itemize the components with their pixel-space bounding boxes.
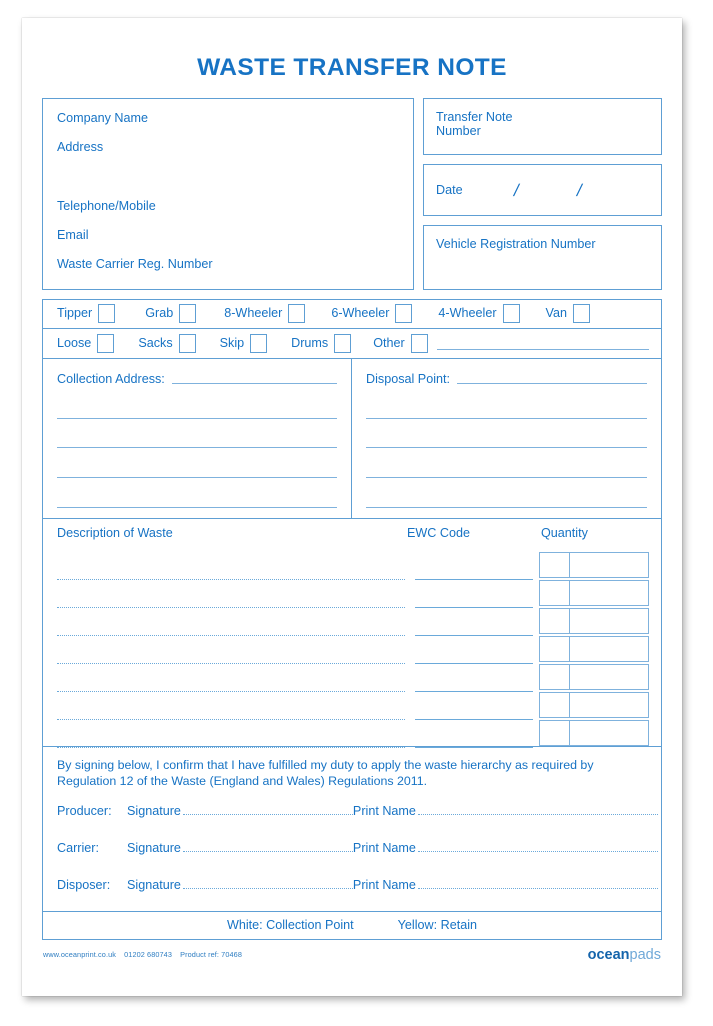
date-label: Date xyxy=(436,182,463,197)
date-separator-1: / xyxy=(511,180,521,200)
quantity-value-field[interactable] xyxy=(570,553,648,577)
disposal-point-line-2[interactable] xyxy=(366,424,647,449)
signature-word-label: Signature xyxy=(127,803,181,818)
disposal-point-line-3[interactable] xyxy=(366,453,647,478)
vehicle-option-6-wheeler[interactable] xyxy=(331,304,412,323)
producer-details-box[interactable] xyxy=(42,98,414,290)
transfer-note-number-box[interactable] xyxy=(423,98,662,155)
copy-white-label: White: Collection Point xyxy=(226,917,354,932)
vehicle-option-tipper[interactable] xyxy=(57,304,115,323)
disposal-point-column[interactable] xyxy=(352,359,661,518)
quantity-unit-field[interactable] xyxy=(540,609,570,633)
quantity-unit-field[interactable] xyxy=(540,693,570,717)
print-name-input-line[interactable] xyxy=(418,842,658,852)
vehicle-option-label: 8-Wheeler xyxy=(224,306,283,321)
waste-table-body xyxy=(43,552,661,748)
email-label: Email xyxy=(57,227,89,242)
collection-address-line-1[interactable] xyxy=(57,394,337,419)
footer-website: www.oceanprint.co.uk xyxy=(43,950,116,960)
footer-print-info xyxy=(43,950,248,959)
print-name-word-label: Print Name xyxy=(352,877,416,892)
quantity-column xyxy=(539,552,649,748)
header-section xyxy=(42,98,662,290)
container-option-label: Drums xyxy=(291,335,329,350)
oceanpads-logo xyxy=(588,948,661,963)
waste-description-input-line[interactable] xyxy=(57,614,405,636)
checkbox[interactable] xyxy=(98,304,115,323)
signature-role-label: Disposer: xyxy=(57,877,111,892)
container-option-other[interactable] xyxy=(373,334,428,353)
page-title: WASTE TRANSFER NOTE xyxy=(197,54,507,81)
vehicle-option-label: Grab xyxy=(145,306,174,321)
signature-row xyxy=(57,804,648,841)
column-header-description: Description of Waste xyxy=(57,525,173,540)
vehicle-option-label: Van xyxy=(545,306,567,321)
quantity-cell[interactable] xyxy=(539,552,649,578)
print-name-field-group[interactable] xyxy=(353,804,658,818)
signature-field-group[interactable] xyxy=(127,841,353,855)
brand-text-ocean: ocean xyxy=(587,946,630,963)
waste-description-input-line[interactable] xyxy=(57,558,405,580)
column-header-quantity: Quantity xyxy=(541,525,588,540)
copy-distribution-row xyxy=(42,912,662,940)
signature-row xyxy=(57,878,648,915)
signature-role-label: Carrier: xyxy=(57,840,99,855)
copy-yellow-label: Yellow: Retain xyxy=(397,917,478,932)
waste-description-input-line[interactable] xyxy=(57,698,405,720)
vehicle-option-8-wheeler[interactable] xyxy=(224,304,305,323)
ewc-code-input-line[interactable] xyxy=(415,642,533,664)
transfer-note-number-label-line2: Number xyxy=(436,123,481,138)
collection-address-label: Collection Address: xyxy=(57,371,165,386)
quantity-value-field[interactable] xyxy=(570,665,648,689)
footer-product-ref: Product ref: 70468 xyxy=(180,950,242,960)
quantity-value-field[interactable] xyxy=(570,609,648,633)
signature-word-label: Signature xyxy=(127,840,181,855)
quantity-unit-field[interactable] xyxy=(540,581,570,605)
transfer-meta-column xyxy=(423,98,662,290)
signature-row xyxy=(57,841,648,878)
declaration-section xyxy=(42,747,662,912)
quantity-cell[interactable] xyxy=(539,608,649,634)
waste-description-input-line[interactable] xyxy=(57,670,405,692)
vehicle-option-label: 6-Wheeler xyxy=(331,306,390,321)
signature-input-line[interactable] xyxy=(183,879,353,889)
ewc-code-input-line[interactable] xyxy=(415,698,533,720)
ewc-code-input-line[interactable] xyxy=(415,614,533,636)
print-name-input-line[interactable] xyxy=(418,879,658,889)
quantity-cell[interactable] xyxy=(539,692,649,718)
vehicle-option-grab[interactable] xyxy=(145,304,196,323)
waste-table-header xyxy=(43,519,661,552)
date-separator-2: / xyxy=(574,180,584,200)
waste-description-input-line[interactable] xyxy=(57,586,405,608)
footer xyxy=(42,948,662,963)
container-option-label: Other xyxy=(373,335,405,350)
signature-input-line[interactable] xyxy=(183,842,353,852)
disposal-point-line-1[interactable] xyxy=(366,394,647,419)
print-name-field-group[interactable] xyxy=(353,841,658,855)
container-option-label: Sacks xyxy=(138,335,173,350)
disposal-point-line-4[interactable] xyxy=(366,483,647,508)
quantity-cell[interactable] xyxy=(539,664,649,690)
quantity-unit-field[interactable] xyxy=(540,721,570,745)
vehicle-option-4-wheeler[interactable] xyxy=(438,304,519,323)
collection-address-line-2[interactable] xyxy=(57,424,337,449)
disposal-point-line-0[interactable] xyxy=(457,383,647,384)
print-name-word-label: Print Name xyxy=(352,803,416,818)
waste-carrier-reg-label: Waste Carrier Reg. Number xyxy=(57,256,213,271)
container-type-row xyxy=(42,329,662,359)
container-option-skip[interactable] xyxy=(220,334,268,353)
form-sheet xyxy=(22,18,682,996)
checkbox[interactable] xyxy=(334,334,351,353)
waste-description-input-line[interactable] xyxy=(57,642,405,664)
container-option-loose[interactable] xyxy=(57,334,114,353)
collection-address-line-3[interactable] xyxy=(57,453,337,478)
vehicle-option-van[interactable] xyxy=(546,304,590,323)
container-option-drums[interactable] xyxy=(291,334,351,353)
waste-description-input-line[interactable] xyxy=(57,726,405,748)
quantity-cell[interactable] xyxy=(539,580,649,606)
signature-role-label: Producer: xyxy=(57,803,112,818)
checkbox[interactable] xyxy=(395,304,412,323)
waste-table xyxy=(42,519,662,747)
checkbox[interactable] xyxy=(411,334,428,353)
ewc-code-input-line[interactable] xyxy=(415,558,533,580)
print-name-input-line[interactable] xyxy=(418,805,658,815)
vehicle-option-label: 4-Wheeler xyxy=(438,306,497,321)
ewc-code-input-line[interactable] xyxy=(415,670,533,692)
quantity-value-field[interactable] xyxy=(570,693,648,717)
checkbox[interactable] xyxy=(97,334,114,353)
quantity-unit-field[interactable] xyxy=(540,637,570,661)
brand-text-pads: pads xyxy=(629,946,661,963)
vehicle-registration-box[interactable] xyxy=(423,225,662,290)
locations-section xyxy=(42,359,662,519)
collection-address-line-4[interactable] xyxy=(57,483,337,508)
checkbox[interactable] xyxy=(288,304,305,323)
signature-field-group[interactable] xyxy=(127,878,353,892)
disposal-point-label: Disposal Point: xyxy=(366,371,450,386)
footer-phone: 01202 680743 xyxy=(124,950,172,960)
telephone-label: Telephone/Mobile xyxy=(57,198,156,213)
vehicle-registration-label: Vehicle Registration Number xyxy=(436,236,596,251)
address-label: Address xyxy=(57,139,104,154)
form-content xyxy=(42,34,662,980)
signature-word-label: Signature xyxy=(127,877,181,892)
declaration-text: By signing below, I confirm that I have fulfilled my duty to apply the waste hierarchy as required by Regulation 12 of the Waste (England and Wales) Regulations 2011. xyxy=(57,757,594,788)
checkbox[interactable] xyxy=(503,304,520,323)
quantity-value-field[interactable] xyxy=(570,637,648,661)
vehicle-type-row xyxy=(42,299,662,329)
container-option-label: Skip xyxy=(219,335,245,350)
collection-address-column[interactable] xyxy=(43,359,352,518)
column-header-ewc-code: EWC Code xyxy=(407,525,470,540)
signature-list xyxy=(57,804,648,915)
quantity-value-field[interactable] xyxy=(570,721,648,745)
checkbox[interactable] xyxy=(573,304,590,323)
checkbox[interactable] xyxy=(250,334,267,353)
selection-section xyxy=(42,299,662,359)
quantity-unit-field[interactable] xyxy=(540,665,570,689)
collection-address-line-0[interactable] xyxy=(172,383,337,384)
checkbox[interactable] xyxy=(179,304,196,323)
quantity-value-field[interactable] xyxy=(570,581,648,605)
quantity-cell[interactable] xyxy=(539,636,649,662)
vehicle-option-label: Tipper xyxy=(57,306,93,321)
ewc-code-input-line[interactable] xyxy=(415,586,533,608)
print-name-word-label: Print Name xyxy=(352,840,416,855)
date-box[interactable] xyxy=(423,164,662,216)
ewc-code-input-line[interactable] xyxy=(415,726,533,748)
quantity-cell[interactable] xyxy=(539,720,649,746)
container-option-label: Loose xyxy=(57,335,92,350)
signature-input-line[interactable] xyxy=(183,805,353,815)
quantity-unit-field[interactable] xyxy=(540,553,570,577)
print-name-field-group[interactable] xyxy=(353,878,658,892)
other-container-input-line[interactable] xyxy=(437,336,649,350)
company-name-label: Company Name xyxy=(57,110,148,125)
transfer-note-number-label-line1: Transfer Note xyxy=(436,109,513,124)
container-option-sacks[interactable] xyxy=(138,334,195,353)
signature-field-group[interactable] xyxy=(127,804,353,818)
checkbox[interactable] xyxy=(179,334,196,353)
